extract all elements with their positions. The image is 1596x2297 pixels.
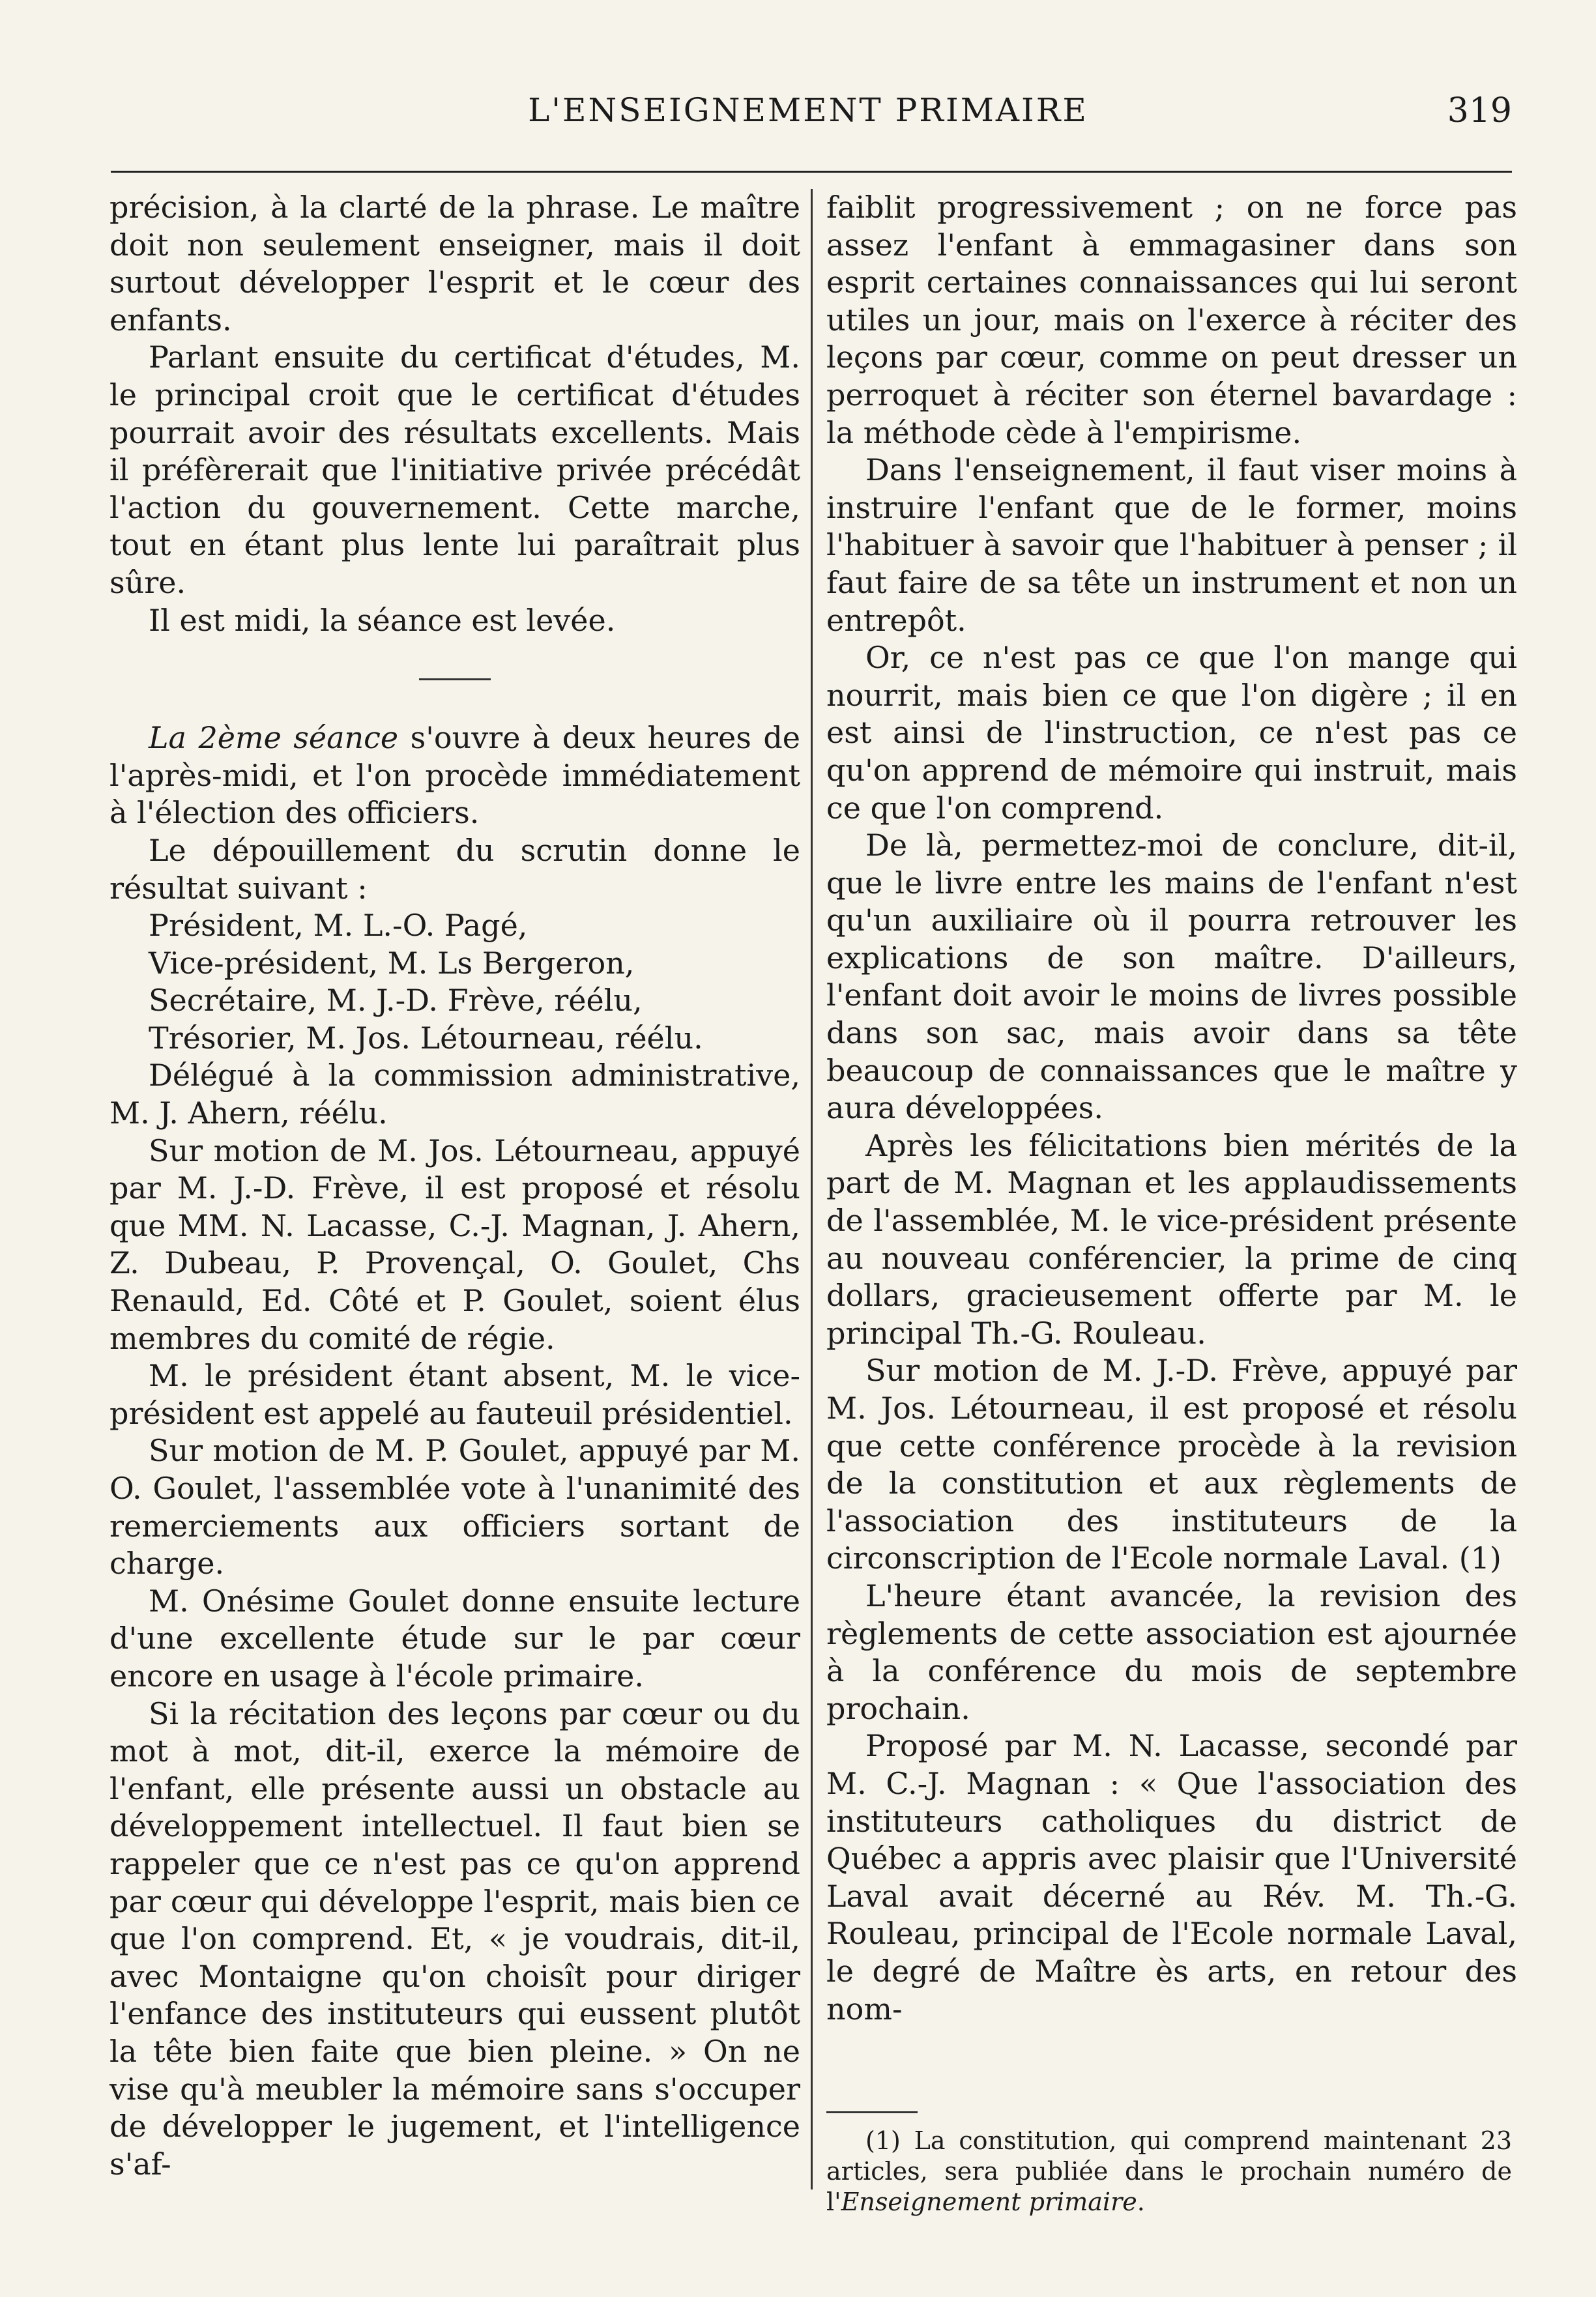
list-item: Secrétaire, M. J.-D. Frève, réélu, [149,983,643,1018]
paragraph: Si la récitation des leçons par cœur ou du mot à mot, dit-il, exerce la mémoire de l'enfant, elle présente aussi un obstacle au développement intellectuel. Il faut bien se rappeler que ce n'est pas ce qu'on apprend par cœur qui développe l'esprit, mais bien ce que l'on comprend. Et, « je voudrais, dit-il, avec Montaigne qu'on choisît pour diriger l'enfance des instituteurs qui eussent plutôt la tête bien faite que bien pleine. » On ne vise qu'à meubler la mémoire sans s'occuper de développer le jugement, et l'intelligence s'af- [109,1696,800,2182]
paragraph: Parlant ensuite du certificat d'études, M. le principal croit que le certificat d'études pourrait avoir des résultats excellents. Mais il préfèrerait que l'initiative privée précédât l'action du gouvernement. Cette marche, tout en étant plus lente lui paraîtrait plus sûre. [109,339,800,600]
footnote [826,2126,1512,2218]
left-column [109,189,800,2183]
running-title: L'ENSEIGNEMENT PRIMAIRE [528,91,1088,129]
paragraph: Il est midi, la séance est levée. [149,602,616,638]
paragraph: M. Onésime Goulet donne ensuite lecture d'une excellente étude sur le par cœur encore en usage à l'école primaire. [109,1583,800,1694]
paragraph: Dans l'enseignement, il faut viser moins à instruire l'enfant que de le former, moins l'habituer à savoir que l'habituer à penser ; il faut faire de sa tête un instrument et non un entrepôt. [826,452,1517,638]
list-item: Trésorier, M. Jos. Létourneau, réélu. [149,1020,703,1056]
footnote-end: . [1137,2188,1145,2216]
paragraph: précision, à la clarté de la phrase. Le maître doit non seulement enseigner, mais il doit surtout développer l'esprit et le cœur des enfants. [109,190,800,338]
journal-title: Enseignement primaire [841,2188,1137,2216]
paragraph-text: s'ouvre à deux heures de l'après-midi, et l'on procède immédiatement à l'élection des officiers. [109,720,800,831]
right-column [826,189,1517,2028]
paragraph: faiblit progressivement ; on ne force pas assez l'enfant à emmagasiner dans son esprit certaines connaissances qui lui seront utiles un jour, mais on l'exerce à réciter des leçons par cœur, comme on peut dresser un perroquet à réciter son éternel bavardage : la méthode cède à l'empirisme. [826,190,1517,450]
paragraph: Sur motion de M. P. Goulet, appuyé par M. O. Goulet, l'assemblée vote à l'unanimité des remerciements aux officiers sortant de charge. [109,1433,800,1582]
paragraph: L'heure étant avancée, la revision des règlements de cette association est ajournée à la conférence du mois de septembre prochain. [826,1578,1517,1726]
paragraph: Le dépouillement du scrutin donne le résultat suivant : [109,832,800,906]
paragraph: Or, ce n'est pas ce que l'on mange qui nourrit, mais bien ce que l'on digère ; il en est ainsi de l'instruction, ce n'est pas ce qu'on apprend de mémoire qui instruit, mais ce que l'on comprend. [826,640,1517,826]
session-heading: La 2ème séance [149,720,399,756]
paragraph: Après les félicitations bien mérités de la part de M. Magnan et les applaudissements de l'assemblée, M. le vice-président présente au nouveau conférencier, la prime de cinq dollars, gracieusement offerte par M. le principal Th.-G. Rouleau. [826,1127,1517,1351]
paragraph: M. le président étant absent, M. le vice-président est appelé au fauteuil présidentiel. [109,1358,800,1431]
list-item: Président, M. L.-O. Pagé, [149,908,528,944]
column-divider [811,189,813,2189]
footnote-body: (1) La constitution, qui comprend maintenant 23 articles, sera publiée dans le prochain numéro de l' [826,2126,1512,2216]
paragraph: Sur motion de M. J.-D. Frève, appuyé par M. Jos. Létourneau, il est proposé et résolu que cette conférence procède à la revision de la constitution et aux règlements de l'association des instituteurs de la circonscription de l'Ecole normale Laval. (1) [826,1353,1517,1576]
paragraph: Sur motion de M. Jos. Létourneau, appuyé par M. J.-D. Frève, il est proposé et résolu que MM. N. Lacasse, C.-J. Magnan, J. Ahern, Z. Dubeau, P. Provençal, O. Goulet, Chs Renauld, Ed. Côté et P. Goulet, soient élus membres du comité de régie. [109,1133,800,1356]
header-rule [111,171,1512,173]
section-divider [419,678,491,680]
footnote-rule [826,2111,918,2113]
paragraph: Proposé par M. N. Lacasse, secondé par M. C.-J. Magnan : « Que l'association des instituteurs catholiques du district de Québec a appris avec plaisir que l'Université Laval avait décerné au Rév. M. Th.-G. Rouleau, principal de l'Ecole normale Laval, le degré de Maître ès arts, en retour des nom- [826,1728,1517,2027]
paragraph: De là, permettez-moi de conclure, dit-il, que le livre entre les mains de l'enfant n'est qu'un auxiliaire où il pourra retrouver les explications de son maître. D'ailleurs, l'enfant doit avoir le moins de livres possible dans son sac, mais avoir dans sa tête beaucoup de connaissances que le maître y aura développées. [826,828,1517,1126]
page-number: 319 [1447,91,1512,130]
paragraph [109,719,800,832]
paragraph: Délégué à la commission administrative, M. J. Ahern, réélu. [109,1058,800,1131]
page-header [104,91,1512,143]
footnote-text [826,2126,1512,2218]
list-item: Vice-président, M. Ls Bergeron, [149,945,635,981]
